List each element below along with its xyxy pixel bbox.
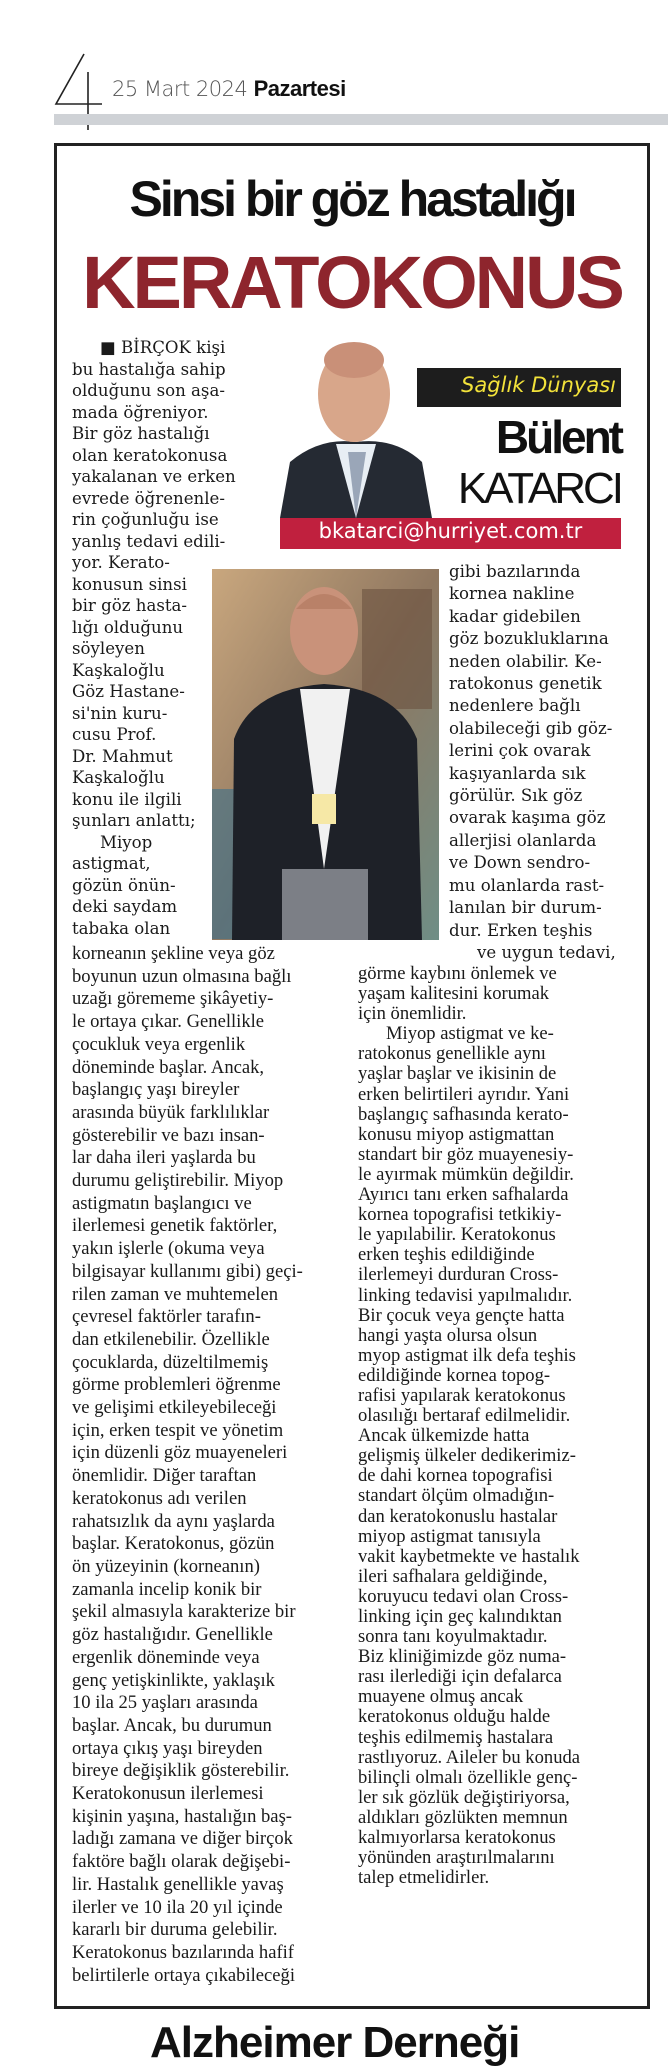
weekday: Pazartesi [253, 76, 346, 101]
text-line: genç yetişkinlikte, yaklaşık [72, 1669, 275, 1691]
text-line: bireye değişiklik gösterebilir. [72, 1760, 290, 1782]
text-line: göz hastalığıdır. Genellikle [72, 1624, 273, 1646]
text-line: döneminde başlar. Ancak, [72, 1056, 265, 1078]
text-line: korneanın şekline veya göz [72, 943, 275, 964]
text-line: ortaya çıkış yaşı bireyden [72, 1737, 263, 1759]
text-line: yakın işlerle (okuma veya [72, 1238, 265, 1260]
next-article-headline: Alzheimer Derneği [150, 2018, 520, 2067]
text-line: ve Down sendro- [449, 853, 591, 873]
text-line: si'nin kuru- [72, 703, 168, 723]
text-line: dan keratokonuslu hastalar [358, 1505, 558, 1527]
text-line: ön yüzeyinin (korneanın) [72, 1555, 260, 1577]
text-line: keratokonus olduğu halde [358, 1706, 551, 1728]
text-line: ■ BİRÇOK kişi [100, 338, 226, 357]
text-line: konu ile ilgili [72, 789, 182, 809]
text-line: için, erken tespit ve yönetim [72, 1419, 284, 1441]
text-line: yanlış tedavi edili- [72, 531, 226, 551]
text-line: standart bir göz muayenesiy- [358, 1143, 574, 1165]
text-line: gösterebilir ve bazı insan- [72, 1124, 265, 1146]
text-line: vakit kaybetmekte ve hastalık [358, 1545, 580, 1567]
text-line: mada öğreniyor. [72, 402, 209, 422]
text-line: 10 ila 25 yaşları arasında [72, 1692, 258, 1714]
text-line: erken belirtileri ayrıdır. Yani [358, 1083, 570, 1105]
text-line: ratokonus genellikle aynı [358, 1043, 546, 1065]
text-line: olduğunu son aşa- [72, 381, 225, 400]
text-line: aldıkları gözlükten memnun [358, 1806, 568, 1828]
text-line: rin çoğunluğu ise [72, 510, 219, 529]
text-line: Kaşkaloğlu [72, 768, 165, 787]
text-line: başlar. Keratokonus, gözün [72, 1533, 275, 1555]
author-photo [280, 332, 432, 518]
headline-keyword: KERATOKONUS [82, 241, 622, 324]
text-line: Biz kliniğimizde göz numa- [358, 1646, 567, 1668]
text-line: edildiğinde kornea topog- [358, 1364, 551, 1386]
text-line: bir göz hasta- [72, 596, 188, 615]
text-line: astigmat, [72, 854, 151, 873]
text-line: göz bozukluklarına [449, 629, 609, 649]
text-line: kornea topografisi tetkikiy- [358, 1204, 562, 1226]
text-line: Göz Hastane- [72, 682, 185, 701]
header-rule [54, 114, 668, 125]
text-line: tabaka olan [72, 918, 171, 938]
text-line: myop astigmat ilk defa teşhis [358, 1344, 576, 1366]
text-line: lığı olduğunu [72, 617, 184, 637]
text-line: lir. Hastalık genellikle yavaş [72, 1873, 284, 1895]
text-line: şunları anlattı; [72, 811, 196, 830]
text-line: le ayırmak mümkün değildir. [358, 1163, 574, 1185]
text-line: olasılığı bertaraf edilmelidir. [358, 1405, 571, 1427]
text-line: rastlıyoruz. Aileler bu konuda [358, 1746, 581, 1768]
text-line: le yapılabilir. Keratokonus [358, 1224, 556, 1246]
headline: Sinsi bir göz hastalığı [129, 171, 575, 227]
text-line: Miyop [100, 832, 153, 852]
text-line: kadar gidebilen [449, 606, 581, 626]
author-first-name: Bülent [495, 411, 621, 463]
text-line: Kaşkaloğlu [72, 660, 165, 680]
text-line: ve uygun tedavi, [477, 942, 616, 962]
text-line: ileri safhalara geldiğinde, [358, 1565, 548, 1587]
text-line: Bir göz hastalığı [72, 424, 210, 443]
text-line: için önemlidir. [358, 1003, 467, 1025]
text-line: standart ölçüm olmadığın- [358, 1485, 555, 1507]
text-line: söyleyen [72, 639, 145, 658]
text-line: Dr. Mahmut [72, 746, 173, 766]
text-line: dan etkilenebilir. Özellikle [72, 1328, 270, 1350]
text-line: olabileceği gib göz- [449, 718, 613, 738]
column-2-body [358, 964, 580, 1888]
text-line: sonra tanı koyulmaktadır. [358, 1626, 548, 1648]
text-line: bilinçli olmalı özellikle genç- [358, 1766, 578, 1788]
text-line: çocuklarda, düzeltilmemiş [72, 1351, 269, 1373]
text-line: şekil almasıyla karakterize bir [72, 1601, 296, 1623]
text-line: lerini çok ovarak [449, 741, 591, 761]
text-line: konusun sinsi [72, 574, 187, 594]
text-line: durumu geliştirebilir. Miyop [72, 1170, 284, 1192]
text-line: le ortaya çıkar. Genellikle [72, 1011, 265, 1033]
text-line: görme kaybını önlemek ve [358, 963, 557, 984]
text-line: uzağı görememe şikâyetiy- [72, 988, 274, 1010]
text-line: çevresel faktörler tarafın- [72, 1306, 261, 1328]
text-line: lanılan bir durum- [449, 898, 602, 918]
text-line: keratokonus adı verilen [72, 1487, 247, 1509]
text-line: belirtilerle ortaya çıkabileceği [72, 1964, 296, 1986]
author-email[interactable]: bkatarci@hurriyet.com.tr [318, 519, 583, 543]
text-line: Bir çocuk veya gençte hatta [358, 1304, 565, 1326]
text-line: ilerlemesi genetik faktörler, [72, 1215, 278, 1237]
text-line: başlar. Ancak, bu durumun [72, 1714, 272, 1736]
text-line: başlangıç safhasında kerato- [358, 1103, 569, 1125]
text-line: kararlı bir duruma gelebilir. [72, 1919, 278, 1941]
text-line: Ayırıcı tanı erken safhalarda [358, 1184, 569, 1206]
text-line: boyunun uzun olmasına bağlı [72, 965, 292, 987]
text-line: yor. Kerato- [72, 553, 170, 572]
text-line: teşhis edilmemiş hastalara [358, 1726, 554, 1748]
text-line: ergenlik döneminde veya [72, 1646, 260, 1668]
text-line: talep etmelidirler. [358, 1867, 490, 1889]
text-line: rası ilerlediği için defalarca [358, 1666, 562, 1688]
issue-date [112, 76, 346, 102]
text-line: kaşıyanlarda sık [449, 763, 586, 783]
text-line: rahatsızlık da aynı yaşlarda [72, 1510, 275, 1532]
text-line: astigmatın başlangıcı ve [72, 1192, 252, 1214]
text-line: ilerler ve 10 ila 20 yıl içinde [72, 1896, 283, 1918]
text-line: ilerlemeyi durduran Cross- [358, 1264, 559, 1286]
text-line: Keratokonusun ilerlemesi [72, 1783, 264, 1805]
text-line: Keratokonus bazılarında hafif [72, 1941, 294, 1963]
text-line: Miyop astigmat ve ke- [386, 1023, 554, 1045]
text-line: görme problemleri öğrenme [72, 1374, 281, 1396]
text-line: rafisi yapılarak keratokonus [358, 1384, 566, 1406]
text-line: miyop astigmat tanısıyla [358, 1525, 541, 1547]
text-line: bu hastalığa sahip [72, 359, 226, 379]
text-line: de dahi kornea topografisi [358, 1465, 553, 1487]
text-line: kalmıyorlarsa keratokonus [358, 1827, 556, 1849]
text-line: dur. Erken teşhis [449, 920, 593, 940]
column-1-lead [72, 337, 236, 939]
text-line: hangi yaşta olursa olsun [358, 1324, 538, 1346]
text-line: yakalanan ve erken [72, 467, 236, 486]
text-line: gözün önün- [72, 875, 176, 895]
text-line: rilen zaman ve muhtemelen [72, 1283, 278, 1305]
text-line: zamanla incelip konik bir [72, 1578, 262, 1600]
column-name: Sağlık Dünyası [461, 373, 616, 397]
text-line: cusu Prof. [72, 725, 157, 744]
date-text: 25 Mart 2024 [112, 77, 248, 101]
text-line: erken teşhis edildiğinde [358, 1244, 535, 1266]
text-line: linking tedavisi yapılmalıdır. [358, 1284, 573, 1306]
text-line: mu olanlarda rast- [449, 875, 605, 895]
text-line: deki saydam [72, 897, 178, 916]
text-line: konusu miyop astigmattan [358, 1123, 555, 1145]
text-line: allerjisi olanlarda [449, 830, 597, 850]
article-photo [212, 569, 439, 940]
text-line: linking için geç kalındıktan [358, 1606, 562, 1627]
text-line: gelişmiş ülkeler dedikerimiz- [358, 1445, 576, 1467]
text-line: görülür. Sık göz [449, 786, 583, 806]
text-line: ve gelişimi etkileyebileceği [72, 1397, 277, 1419]
text-line: yaşlar başlar ve ikisinin de [358, 1063, 557, 1085]
author-last-name: KATARCI [457, 464, 621, 513]
text-line: ovarak kaşıma göz [449, 808, 606, 828]
text-line: arasında büyük farklılıklar [72, 1101, 270, 1123]
text-line: bilgisayar kullanımı gibi) geçi- [72, 1260, 303, 1282]
text-line: gibi bazılarında [449, 562, 581, 581]
text-line: başlangıç yaşı bireyler [72, 1079, 240, 1101]
text-line: faktöre bağlı olarak değişebi- [72, 1851, 291, 1873]
text-line: ratokonus genetik [449, 674, 602, 694]
text-line: ladığı zamana ve diğer birçok [72, 1828, 293, 1850]
text-line: yönünden araştırılmalarını [358, 1847, 555, 1869]
text-line: yaşam kalitesini korumak [358, 983, 550, 1005]
text-line: olan keratokonusa [72, 445, 228, 465]
text-line: koruyucu tedavi olan Cross- [358, 1585, 569, 1607]
text-line: neden olabilir. Ke- [449, 651, 602, 671]
text-line: için düzenli göz muayeneleri [72, 1442, 288, 1464]
text-line: çocukluk veya ergenlik [72, 1033, 246, 1055]
text-line: kişinin yaşına, hastalığın baş- [72, 1805, 292, 1827]
text-line: muayene olmuş ancak [358, 1686, 524, 1708]
text-line: nedenlere bağlı [449, 696, 581, 716]
text-line: önemlidir. Diğer taraftan [72, 1465, 257, 1487]
text-line: lar daha ileri yaşlarda bu [72, 1147, 256, 1169]
column-2-lead [449, 561, 616, 964]
text-line: kornea nakline [449, 584, 575, 604]
text-line: ler sık gözlük değiştiriyorsa, [358, 1786, 570, 1808]
column-1-body [72, 943, 303, 1987]
text-line: Ancak ülkemizde hatta [358, 1425, 530, 1447]
text-line: evrede öğrenenle- [72, 488, 225, 508]
